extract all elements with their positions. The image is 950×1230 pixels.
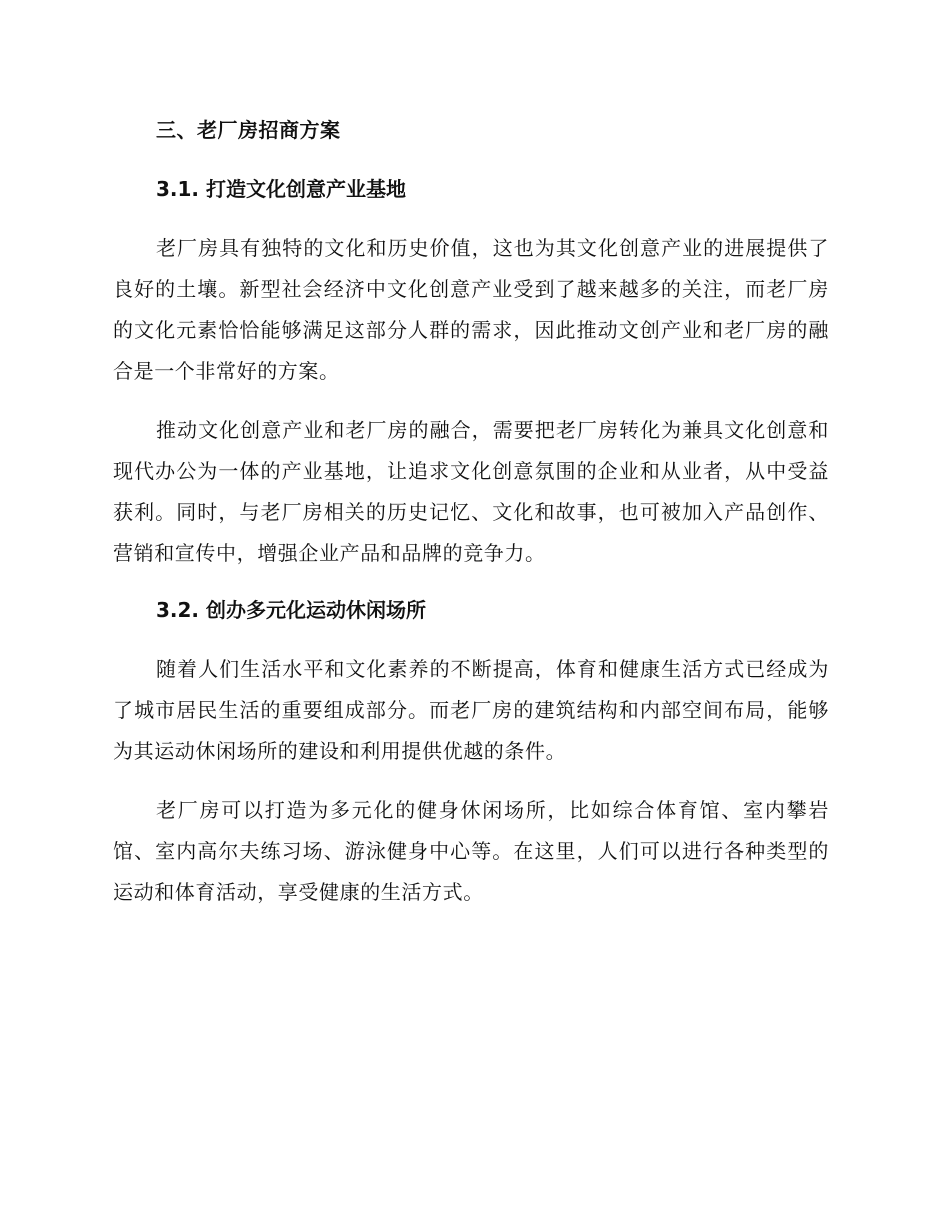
paragraph: 老厂房具有独特的文化和历史价值，这也为其文化创意产业的进展提供了良好的土壤。新型社会经济中文化创意产业受到了越来越多的关注，而老厂房的文化元素恰恰能够满足这部分人群的需求，因此推动文创产业和老厂房的融合是一个非常好的方案。 (113, 236, 829, 383)
document-page (113, 110, 829, 913)
paragraph: 老厂房可以打造为多元化的健身休闲场所，比如综合体育馆、室内攀岩馆、室内高尔夫练习场、游泳健身中心等。在这里，人们可以进行各种类型的运动和体育活动，享受健康的生活方式。 (113, 798, 829, 904)
paragraph: 推动文化创意产业和老厂房的融合，需要把老厂房转化为兼具文化创意和现代办公为一体的产业基地，让追求文化创意氛围的企业和从业者，从中受益获利。同时，与老厂房相关的历史记忆、文化和故事，也可被加入产品创作、营销和宣传中，增强企业产品和品牌的竞争力。 (113, 418, 829, 565)
subsection-title-3-2: 3.2. 创办多元化运动休闲场所 (156, 598, 426, 622)
section-title: 三、老厂房招商方案 (156, 118, 341, 142)
paragraph: 随着人们生活水平和文化素养的不断提高，体育和健康生活方式已经成为了城市居民生活的重要组成部分。而老厂房的建筑结构和内部空间布局，能够为其运动休闲场所的建设和利用提供优越的条件。 (113, 657, 829, 763)
subsection-title-3-1: 3.1. 打造文化创意产业基地 (156, 177, 406, 201)
